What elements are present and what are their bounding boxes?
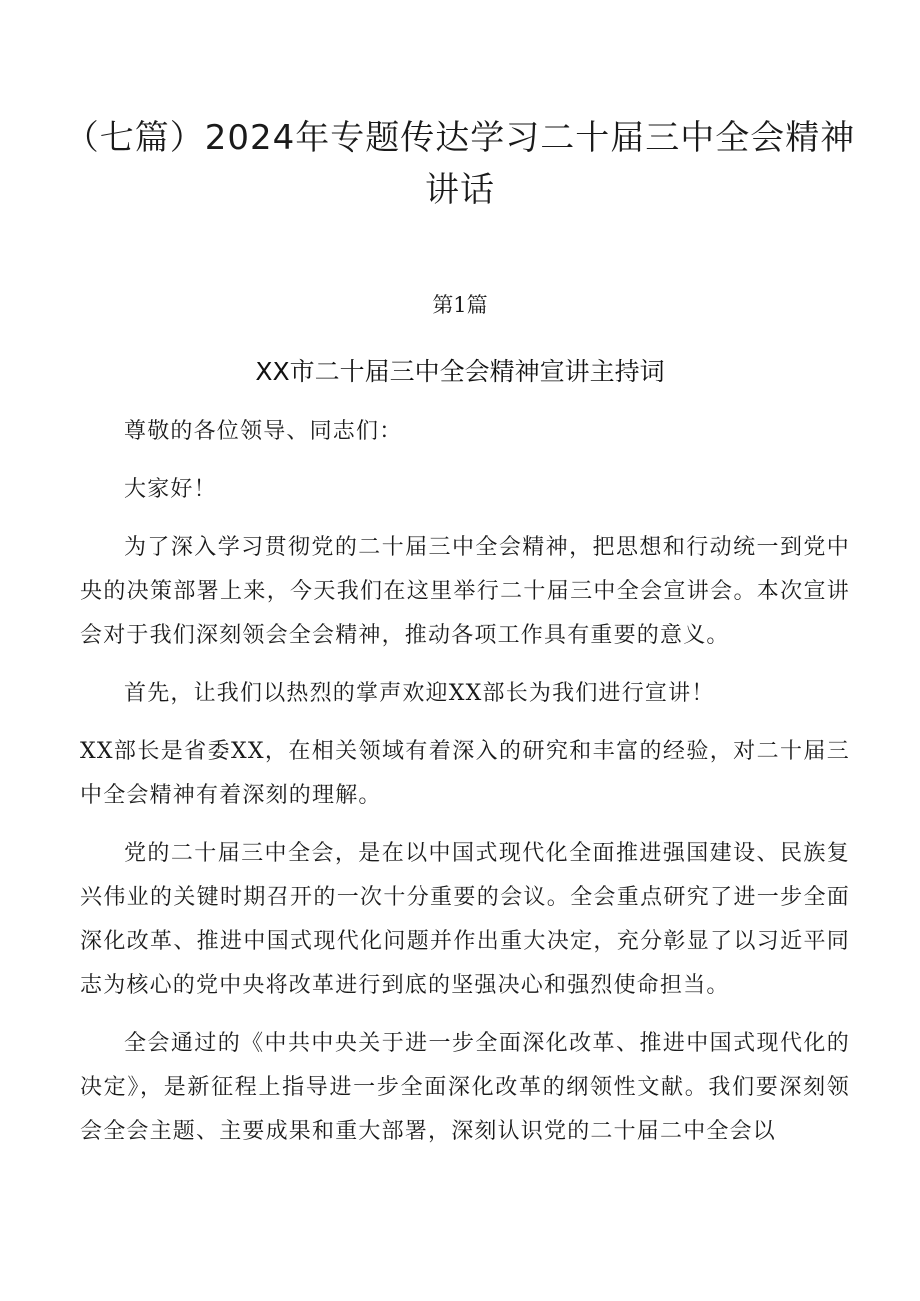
paragraph-salutation: 尊敬的各位领导、同志们：	[124, 419, 403, 444]
document-body	[80, 410, 850, 1168]
paragraph: 为了深入学习贯彻党的二十届三中全会精神，把思想和行动统一到党中央的决策部署上来，今天我们在这里举行二十届三中全会宣讲会。本次宣讲会对于我们深刻领会全会精神，推动各项工作具有重要的意义。	[80, 535, 850, 648]
paragraph: 全会通过的《中共中央关于进一步全面深化改革、推进中国式现代化的决定》，是新征程上指导进一步全面深化改革的纲领性文献。我们要深刻领会全会主题、主要成果和重大部署，深刻认识党的二十届二中全会以	[80, 1031, 850, 1144]
paragraph: 首先，让我们以热烈的掌声欢迎XX部长为我们进行宣讲！	[124, 681, 715, 706]
part-label: 第1篇	[432, 293, 488, 317]
paragraph: 党的二十届三中全会，是在以中国式现代化全面推进强国建设、民族复兴伟业的关键时期召开的一次十分重要的会议。全会重点研究了进一步全面深化改革、推进中国式现代化问题并作出重大决定，充分彰显了以习近平同志为核心的党中央将改革进行到底的坚强决心和强烈使命担当。	[80, 841, 850, 998]
paragraph: XX部长是省委XX，在相关领域有着深入的研究和丰富的经验，对二十届三中全会精神有着深刻的理解。	[80, 739, 850, 808]
paragraph-greeting: 大家好！	[124, 477, 217, 502]
section-title: XX市二十届三中全会精神宣讲主持词	[255, 357, 665, 386]
document-title: （七篇）2024年专题传达学习二十届三中全会精神讲话	[64, 118, 856, 210]
